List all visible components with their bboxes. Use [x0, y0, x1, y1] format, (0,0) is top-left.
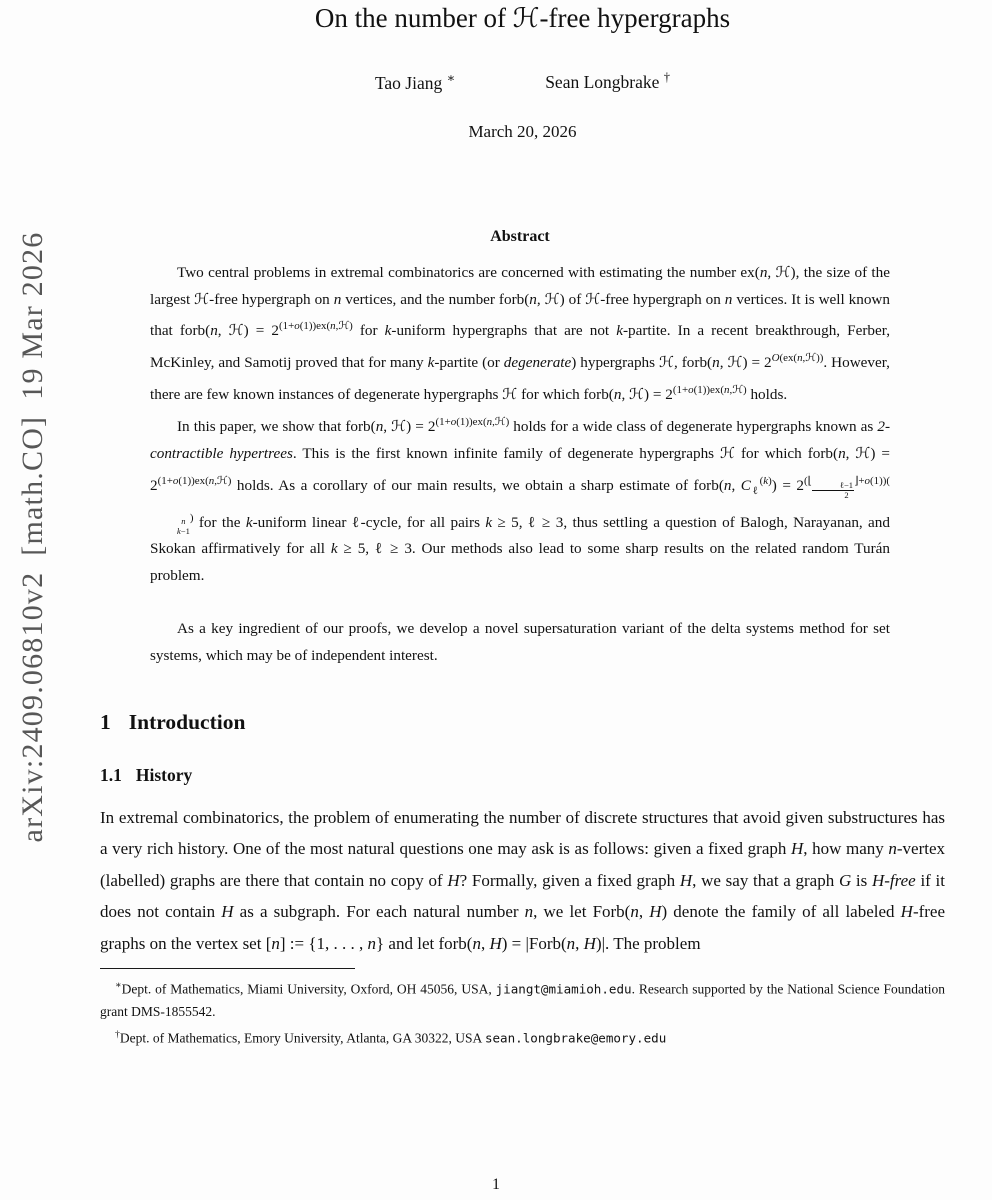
footnote-2: †Dept. of Mathematics, Emory University, Atlanta, GA 30322, USA sean.longbrake@emory.edu: [115, 1029, 667, 1046]
arxiv-id: arXiv:2409.06810v2: [16, 571, 49, 843]
footnote-rule: [100, 968, 355, 969]
author-line: [100, 70, 945, 94]
page-number: 1: [492, 1176, 500, 1193]
subsection-number: 1.1: [100, 764, 122, 785]
abstract-block: [150, 228, 890, 670]
footnote-1: ∗Dept. of Mathematics, Miami University, Oxford, OH 45056, USA, jiangt@miamioh.edu. Research supported by the National Science Foundation grant DMS-1855542.: [100, 979, 945, 1020]
abstract-paragraph-2: In this paper, we show that forb(n, ℋ) = $2^{(1+o(1))ex(n,ℋ)}$ holds for a wide class of degenerate hypergraphs known as 2-contractible hypertrees. This is the first known infinite family of degenerate hypergraphs ℋ for which forb(n, ℋ) = $2^{(1+o(1))ex(n,ℋ)}$ holds. As a corollary of our main results, we obtain a sharp estimate of forb(n, $C_\ell^{(k)}) = 2^{(⌊ \frac{\text{ℓ−1}}{2} ⌋+o(1))( n k-1 )}$ for the k-uniform linear ℓ-cycle, for all pairs k ≥ 5, ℓ ≥ 3, thus settling a question of Balogh, Narayanan, and Skokan affirmatively for all k ≥ 5, ℓ ≥ 3. Our methods also lead to some sharp results on the related random Turán problem.: [150, 416, 891, 585]
abstract-paragraph-3: As a key ingredient of our proofs, we develop a novel supersaturation variant of the delta systems method for set systems, which may be of independent interest.: [150, 620, 890, 664]
section-heading-introduction: [100, 710, 945, 735]
paper-content: [100, 0, 945, 1050]
author-1: Tao Jiang ∗: [374, 71, 456, 93]
subsection-title: History: [135, 764, 193, 785]
abstract-heading: Abstract: [490, 227, 550, 245]
section-title: Introduction: [128, 709, 246, 734]
body-paragraph-1: In extremal combinatorics, the problem of enumerating the number of discrete structures that avoid given substructures has a very rich history. One of the most natural questions one may ask is as follows: given a fixed graph H, how many n-vertex (labelled) graphs are there that contain no copy of H? Formally, given a fixed graph H, we say that a graph G is H-free if it does not contain H as a subgraph. For each natural number n, we let Forb(n, H) denote the family of all labeled H-free graphs on the vertex set [n] := {1, . . . , n} and let forb(n, H) = |Forb(n, H)|. The problem: [100, 807, 946, 954]
paper-date: March 20, 2026: [468, 121, 577, 141]
paper-title: On the number of ℋ-free hypergraphs: [314, 3, 731, 33]
arxiv-stamp-date: 19 Mar 2026: [16, 231, 49, 400]
arxiv-watermark: [16, 232, 50, 843]
author-2: Sean Longbrake †: [545, 70, 671, 92]
section-number: 1: [100, 709, 111, 734]
arxiv-category: [math.CO]: [16, 415, 49, 556]
abstract-paragraph-1: Two central problems in extremal combinatorics are concerned with estimating the number ex(n, ℋ), the size of the largest ℋ-free hypergraph on n vertices, and the number forb(n, ℋ) of ℋ-free hypergraph on n vertices. It is well known that forb(n, ℋ) = $2^{(1+o(1))ex(n,ℋ)}$ for k-uniform hypergraphs that are not k-partite. In a recent breakthrough, Ferber, McKinley, and Samotij proved that for many k-partite (or degenerate) hypergraphs ℋ, forb(n, ℋ) = $2^{O(ex(n,ℋ))}$. However, there are few known instances of degenerate hypergraphs ℋ for which forb(n, ℋ) = $2^{(1+o(1))ex(n,ℋ)}$ holds.: [150, 263, 890, 404]
subsection-heading-history: [100, 765, 945, 786]
footnotes-block: [100, 974, 945, 1050]
